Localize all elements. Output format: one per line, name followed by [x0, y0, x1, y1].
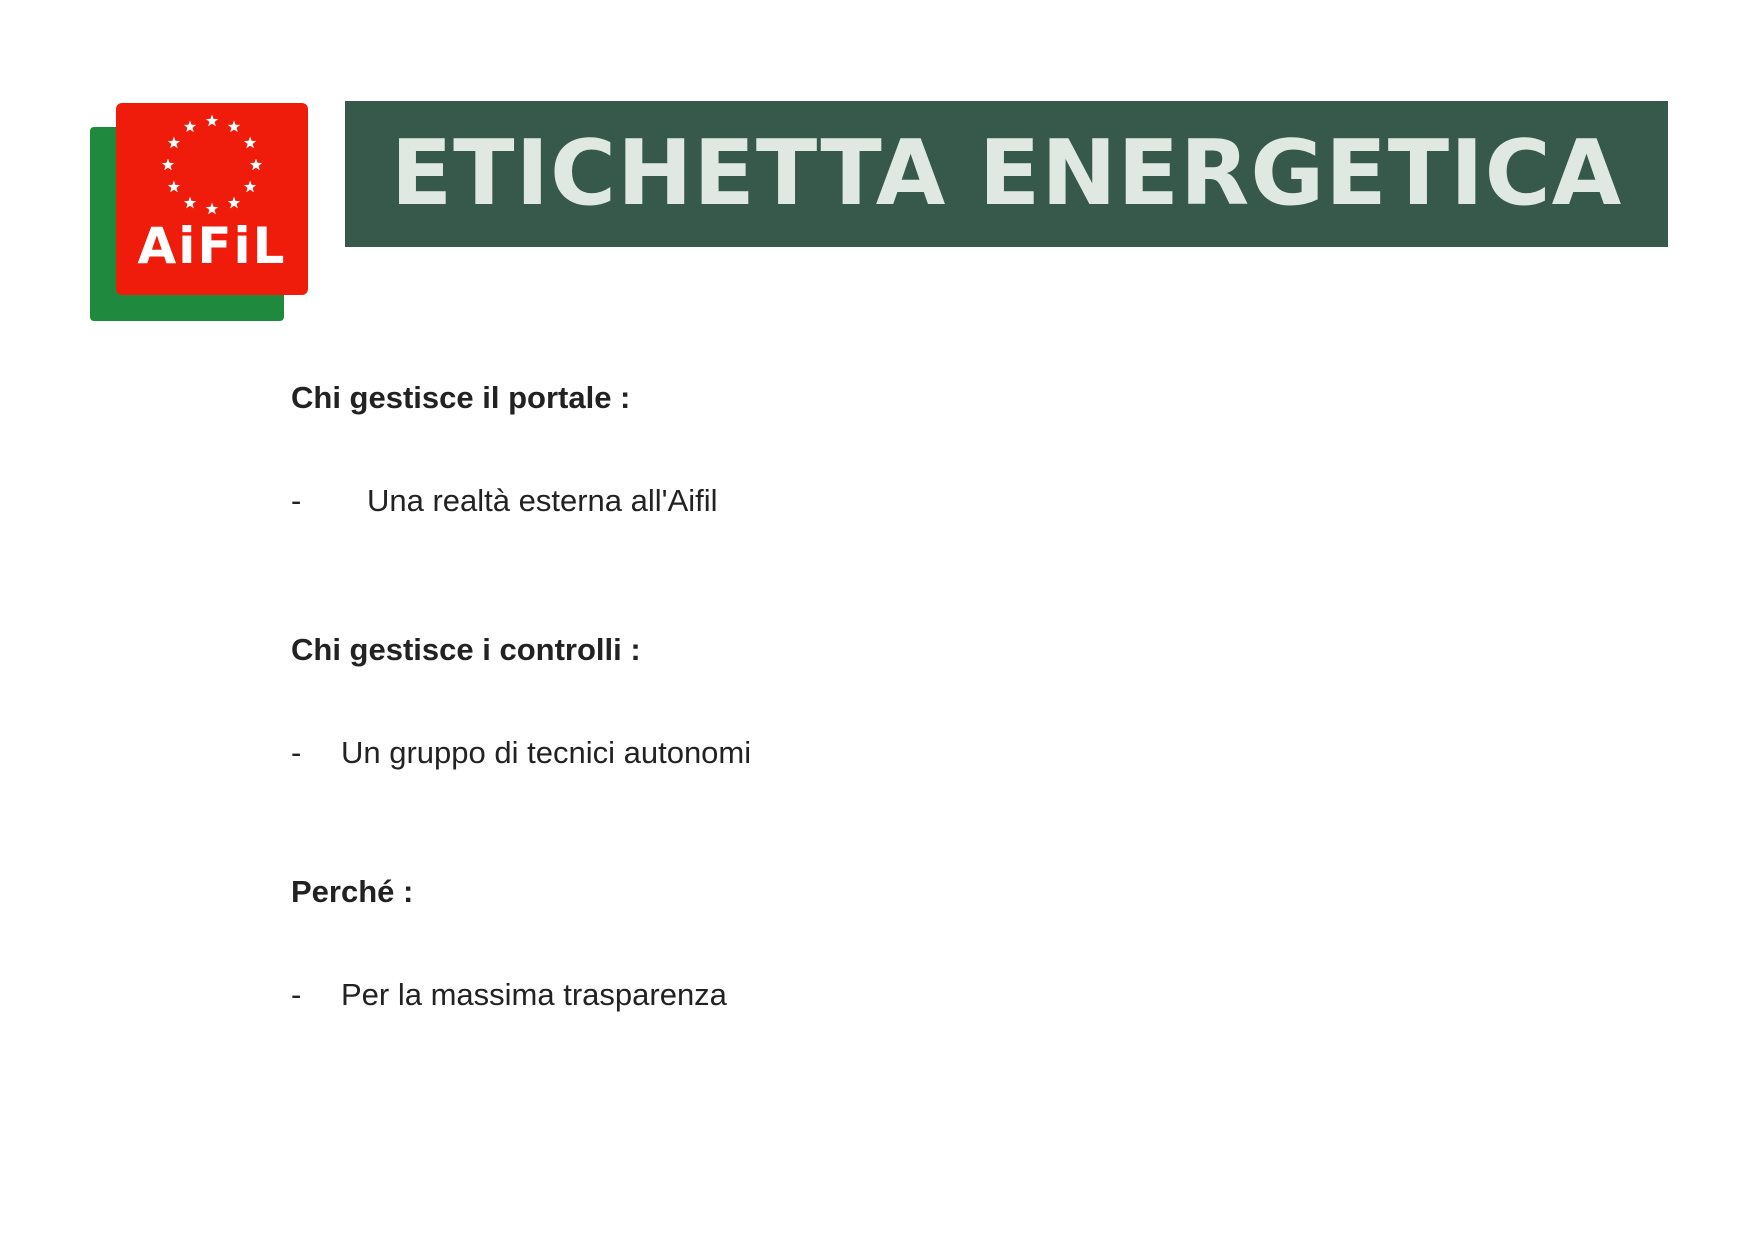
section-heading-controlli: Chi gestisce i controlli : — [291, 632, 641, 667]
bullet-dash: - — [291, 977, 302, 1012]
bullet-dash: - — [291, 483, 302, 518]
logo-text: AiFiL — [137, 217, 287, 275]
star-icon — [244, 181, 256, 193]
list-item-text: Un gruppo di tecnici autonomi — [341, 735, 752, 770]
star-icon — [206, 203, 218, 215]
page-title: ETICHETTA ENERGETICA — [390, 121, 1623, 226]
header-banner — [345, 101, 1668, 247]
star-icon — [168, 137, 180, 149]
star-icon — [184, 197, 196, 209]
star-icon — [184, 120, 196, 132]
star-icon — [228, 120, 240, 132]
star-icon — [250, 159, 262, 171]
star-icon — [244, 137, 256, 149]
list-item-text: Per la massima trasparenza — [341, 977, 727, 1012]
star-icon — [162, 159, 174, 171]
bullet-dash: - — [291, 735, 302, 770]
star-icon — [168, 181, 180, 193]
star-icon — [206, 115, 218, 127]
star-icon — [228, 197, 240, 209]
section-heading-portale: Chi gestisce il portale : — [291, 380, 631, 415]
section-heading-perche: Perché : — [291, 874, 414, 909]
aifil-logo — [90, 103, 308, 321]
list-item-text: Una realtà esterna all'Aifil — [367, 483, 718, 518]
logo-red-square — [116, 103, 308, 295]
